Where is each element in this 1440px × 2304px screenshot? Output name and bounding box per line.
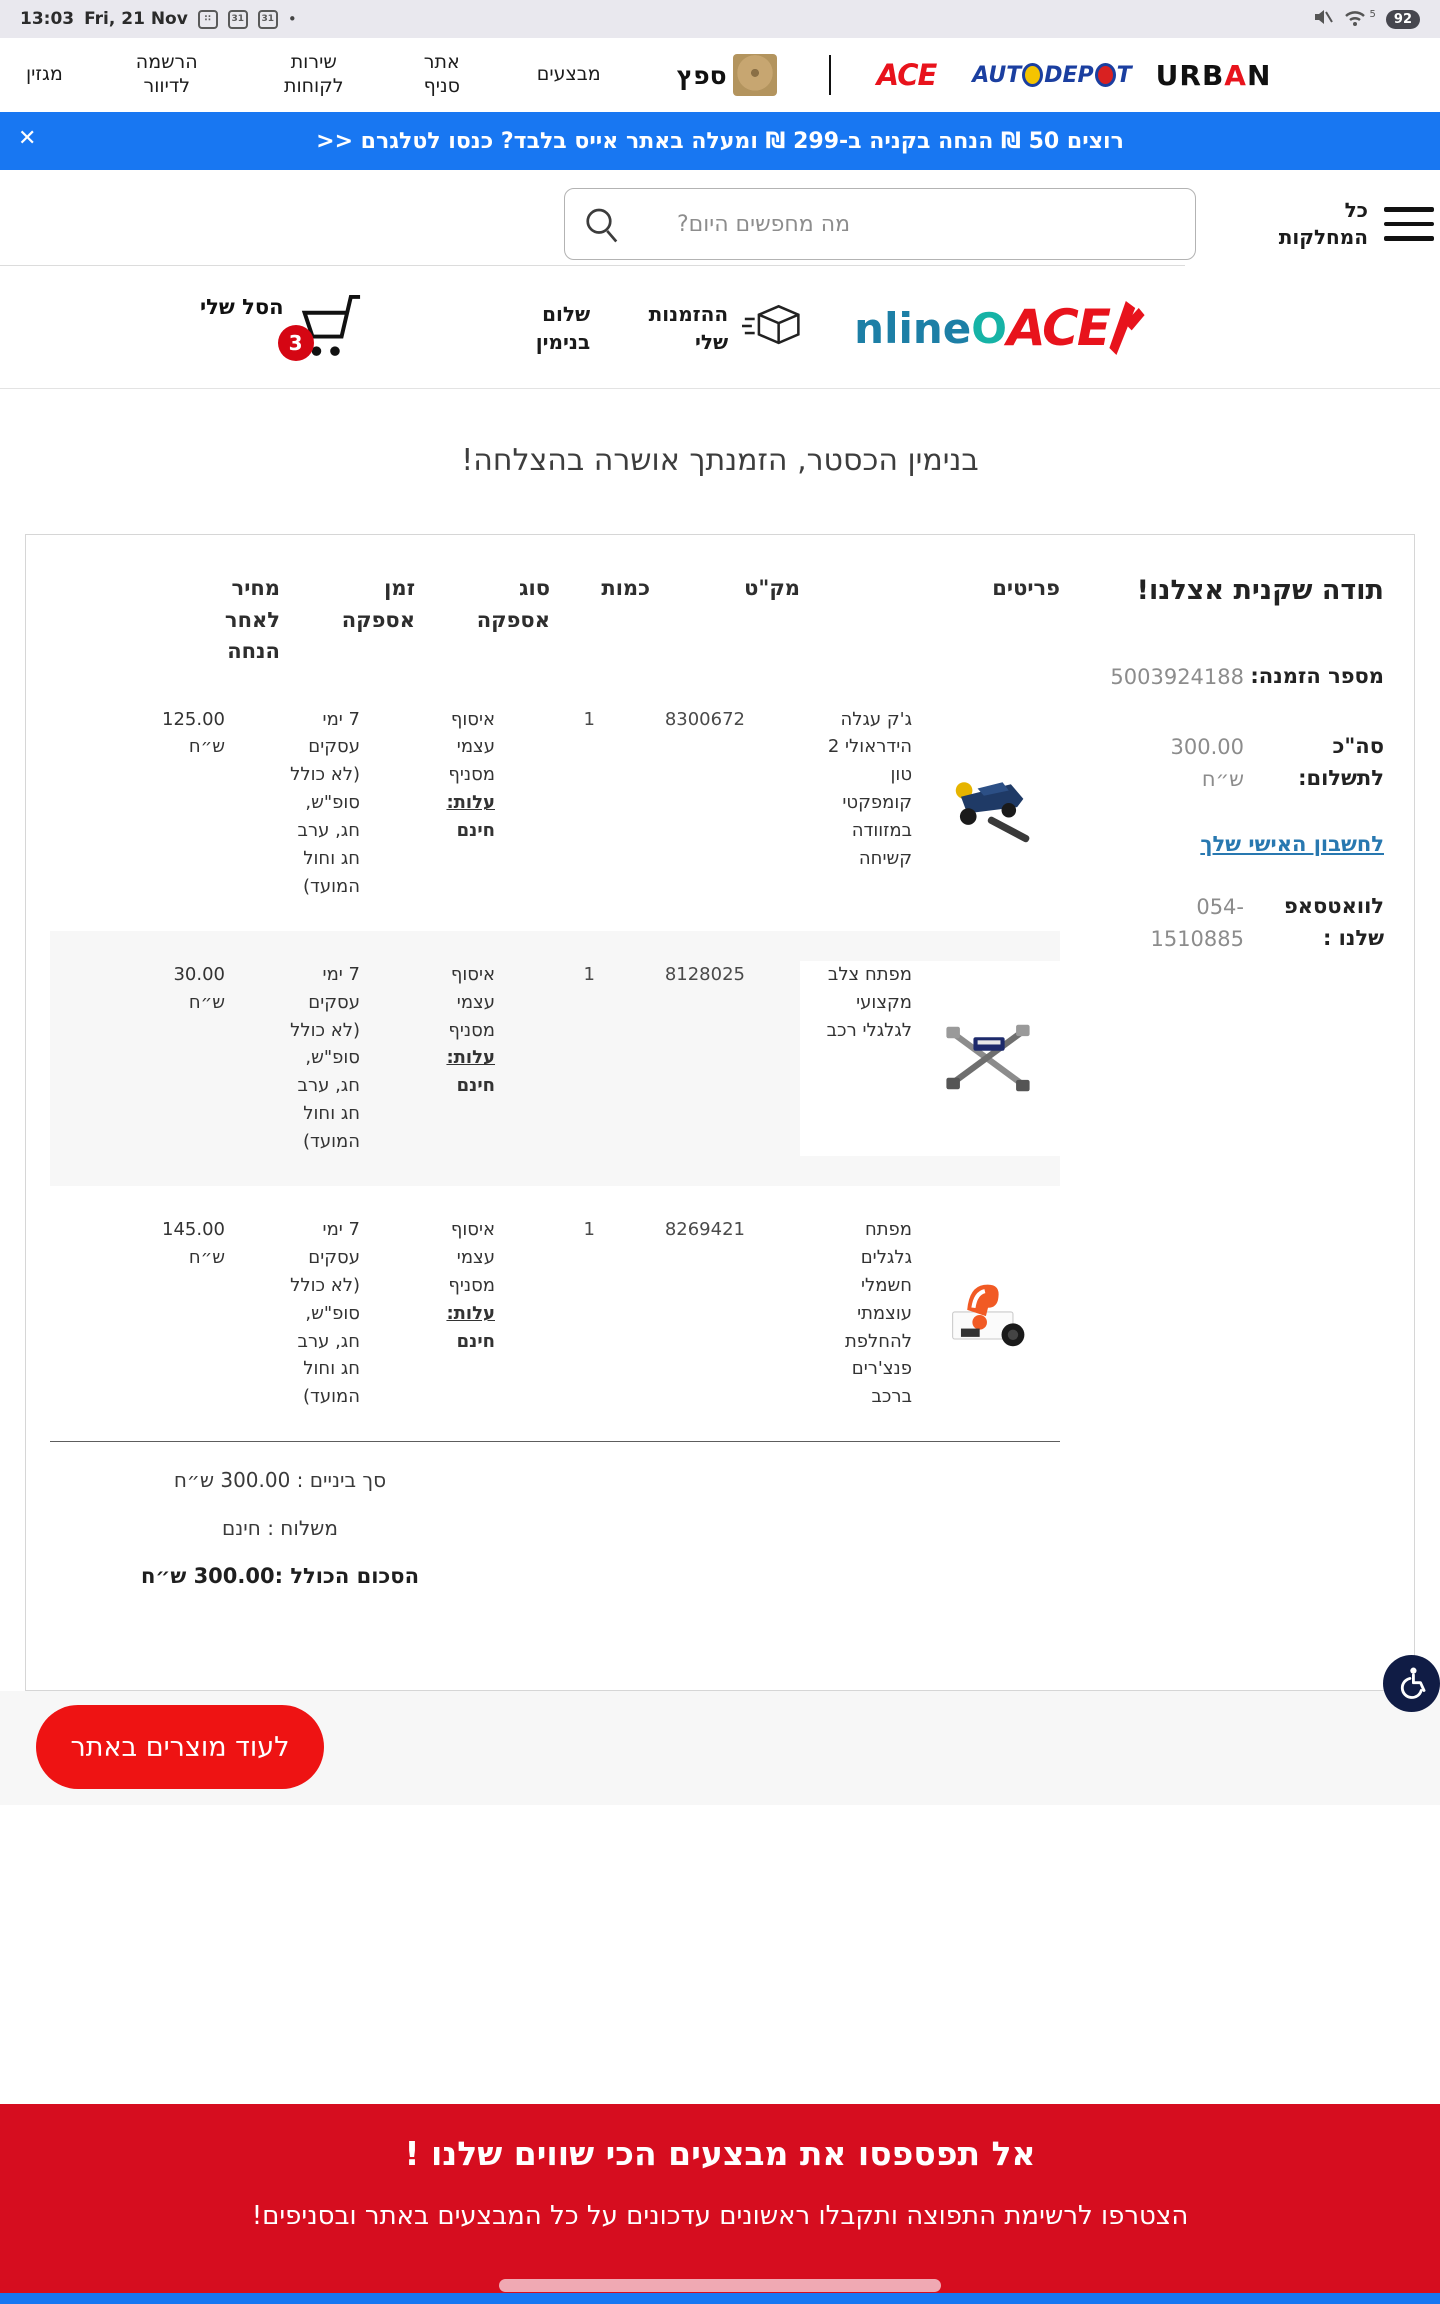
col-header-sku: מק"ט	[744, 576, 800, 600]
clock: 13:03	[20, 9, 75, 29]
battery-indicator: 92	[1386, 10, 1420, 29]
product-image-cross-wrench[interactable]	[928, 998, 1048, 1118]
whatsapp-row	[1060, 890, 1384, 956]
order-summary-panel	[1060, 573, 1390, 1612]
account-row	[0, 282, 1440, 374]
nav-item-sales[interactable]: מבצעים	[536, 63, 601, 86]
date: Fri, 21 Nov	[84, 9, 188, 29]
autodepot-red-o-icon	[1095, 63, 1116, 87]
wheelchair-icon	[1395, 1665, 1429, 1702]
shipping: משלוח : חינם	[222, 1516, 338, 1541]
top-nav	[0, 38, 1440, 112]
delivery-time: 7 ימי עסקים (לא כולל סופ"ש, חג, ערב חג וחול המועד)	[290, 963, 360, 1153]
product-name[interactable]: ג'ק עגלה הידראולי 2 טון קומפקטי במזוודה קשיחה	[827, 708, 912, 869]
col-header-delivery-time: זמן אספקה	[341, 576, 415, 632]
ace-logo-mark-icon	[1109, 301, 1145, 355]
thanks-heading: תודה שקנית אצלנו!	[1136, 575, 1384, 606]
ace-online-logo[interactable]: ACE O nline	[854, 299, 1145, 357]
newsletter-title: אל תפספסו את מבצעים הכי שווים שלנו !	[404, 2134, 1036, 2173]
search-input[interactable]	[564, 188, 1196, 260]
autodepot-yellow-o-icon	[1022, 63, 1043, 87]
order-items-table	[50, 573, 1060, 1612]
all-departments-button[interactable]: כל המחלקות	[1278, 198, 1368, 249]
nav-item-customer-service[interactable]: שירות לקוחות	[283, 51, 344, 97]
product-price: 125.00 ש״ח	[162, 708, 225, 758]
nav-item-magazine[interactable]: מגזין	[26, 63, 63, 86]
order-total-value: 300.00 ש״ח	[1170, 734, 1244, 792]
order-total-row	[1060, 730, 1384, 796]
newsletter-subtitle: הצטרפו לרשימת התפוצה ותקבלו ראשונים עדכונים על כל המבצעים באתר ובסניפים!	[251, 2201, 1189, 2231]
order-number-value: 5003924188	[1110, 665, 1244, 690]
col-header-supply-type: סוג אספקה	[476, 576, 550, 632]
table-row	[50, 1186, 1060, 1441]
product-image-electric-wrench[interactable]	[928, 1254, 1048, 1374]
autodepot-brand-logo[interactable]: AUT DEP T	[972, 62, 1132, 88]
table-row	[50, 931, 1060, 1186]
product-qty: 1	[583, 1218, 595, 1240]
product-name[interactable]: מפתח צלב מקצועי לגלגלי רכב	[826, 963, 912, 1041]
newsletter-input-top[interactable]	[499, 2279, 941, 2292]
notification-dot-icon: •	[287, 10, 297, 28]
product-qty: 1	[583, 708, 595, 730]
urban-brand-logo[interactable]: URBAN	[1155, 58, 1272, 92]
product-price: 30.00 ש״ח	[173, 963, 225, 1013]
nav-divider	[829, 55, 831, 95]
delivery-time: 7 ימי עסקים (לא כולל סופ"ש, חג, ערב חג וחול המועד)	[290, 1218, 360, 1408]
schedule-icon: ∷	[198, 10, 218, 29]
cart-count-badge: 3	[278, 325, 314, 361]
user-greeting[interactable]: שלום בנימין	[535, 302, 591, 354]
search-row	[0, 188, 1440, 260]
nav-item-newsletter[interactable]: הרשמה לדיוור	[135, 51, 198, 97]
product-qty: 1	[583, 963, 595, 985]
accessibility-button[interactable]	[1383, 1655, 1440, 1712]
search-box	[564, 188, 1196, 260]
subtotal: סך ביניים : 300.00 ש״ח	[173, 1468, 387, 1493]
grand-total: הסכום הכולל :300.00 ש״ח	[140, 1564, 419, 1589]
newsletter-banner	[0, 2104, 1440, 2304]
supply-type: איסוף עצמי מסניף עלות: חינם	[446, 708, 495, 842]
promo-banner-text: רוצים 50 ₪ הנחה בקניה ב-299 ₪ ומעלה באתר אייס בלבד? כנסו לטלגרם <<	[316, 128, 1124, 154]
product-sku: 8300672	[664, 708, 745, 730]
mute-icon	[1313, 7, 1333, 31]
wifi-icon	[1343, 8, 1367, 30]
supply-type: איסוף עצמי מסניף עלות: חינם	[446, 963, 495, 1097]
supply-type: איסוף עצמי מסניף עלות: חינם	[446, 1218, 495, 1352]
search-icon[interactable]	[584, 206, 620, 248]
col-header-items: פריטים	[992, 576, 1060, 600]
order-number-row	[1060, 660, 1384, 694]
main-content	[0, 443, 1440, 1805]
wifi-level: 5	[1369, 8, 1376, 20]
product-sku: 8269421	[664, 1218, 745, 1240]
order-number-label: מספר הזמנה:	[1250, 664, 1384, 689]
ace-brand-logo[interactable]: ACE	[876, 58, 937, 92]
status-bar	[0, 0, 1440, 38]
col-header-price: מחיר לאחר הנחה	[224, 576, 280, 663]
order-confirmation-card	[25, 534, 1415, 1691]
nav-item-branch-site[interactable]: אתר סניף	[423, 51, 460, 97]
page-title: בנימין הכסטר, הזמנתך אושרה בהצלחה!	[461, 443, 979, 478]
more-products-button[interactable]: לעוד מוצרים באתר	[36, 1705, 324, 1789]
table-row	[50, 676, 1060, 931]
site-header	[0, 170, 1440, 389]
bottom-blue-bar	[0, 2293, 1440, 2304]
product-name[interactable]: מפתח גלגלים חשמלי עוצמתי להחלפת פנצ'רים ברכב	[844, 1218, 912, 1408]
actions-row	[0, 1691, 1440, 1805]
order-totals	[80, 1468, 480, 1588]
hamburger-menu-icon[interactable]	[1384, 207, 1434, 241]
spec-brand-logo[interactable]: ספץ	[677, 54, 777, 96]
close-icon[interactable]: ✕	[18, 126, 37, 151]
product-sku: 8128025	[664, 963, 745, 985]
cart-label: הסל שלי	[200, 295, 284, 319]
table-header-row	[50, 573, 1060, 668]
header-divider	[0, 265, 1185, 266]
whatsapp-number[interactable]: 054-1510885	[1150, 894, 1244, 952]
my-orders-button[interactable]: ההזמנות שלי	[628, 300, 804, 356]
product-image-hydraulic-jack[interactable]	[928, 743, 1048, 863]
product-price: 145.00 ש״ח	[162, 1218, 225, 1268]
calendar-icon: 31	[228, 10, 248, 29]
order-total-label: סה"כ לתשלום:	[1298, 733, 1384, 791]
cart-button[interactable]	[200, 291, 368, 365]
delivery-time: 7 ימי עסקים (לא כולל סופ"ש, חג, ערב חג וחול המועד)	[290, 708, 360, 897]
calendar-icon-2: 31	[258, 10, 278, 29]
col-header-qty: כמות	[601, 576, 650, 600]
whatsapp-label: לוואטסאפ שלנו :	[1283, 893, 1384, 951]
personal-account-link[interactable]: לחשבון האישי שלך	[1200, 831, 1384, 856]
package-icon	[742, 300, 804, 356]
promo-banner[interactable]	[0, 112, 1440, 170]
spec-brand-image	[733, 54, 777, 96]
